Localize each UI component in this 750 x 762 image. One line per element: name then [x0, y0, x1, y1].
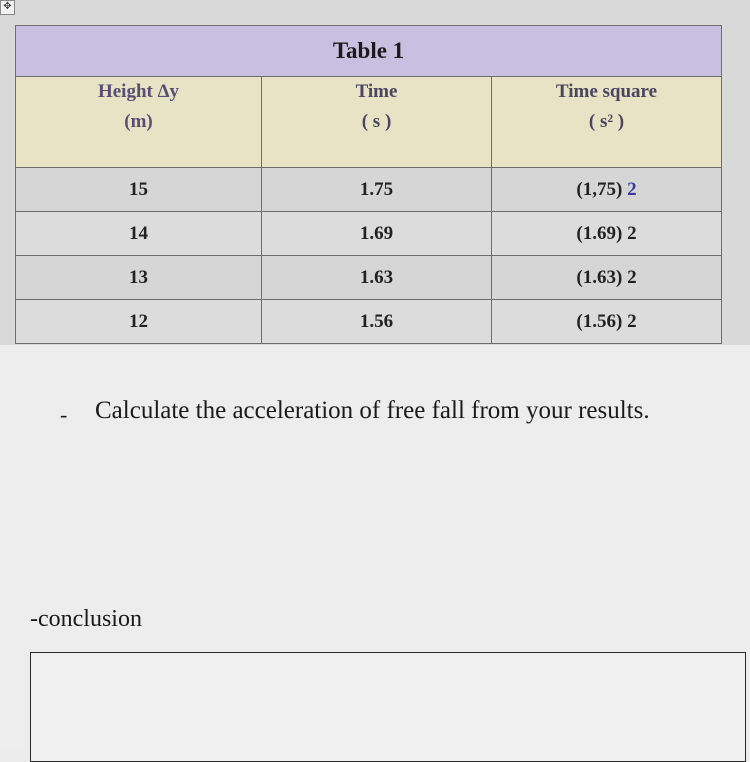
header-height-unit: (m) — [124, 111, 153, 132]
cell-time-square-value: (1.69) — [576, 222, 623, 244]
cell-time-square-exponent: 2 — [627, 222, 637, 244]
task-instruction: Calculate the acceleration of free fall from your results. — [95, 397, 650, 424]
header-height — [16, 77, 262, 168]
cell-time-square-exponent: 2 — [627, 266, 637, 288]
header-time-unit: ( s ) — [361, 111, 392, 132]
cell-time-square — [492, 300, 722, 344]
table-row — [16, 256, 722, 300]
cell-time-square-value: (1.56) — [576, 310, 623, 332]
table-row — [16, 168, 722, 212]
cell-time-square — [492, 168, 722, 212]
table-title: Table 1 — [16, 26, 722, 77]
header-time — [262, 77, 492, 168]
data-table — [15, 25, 722, 344]
move-icon[interactable]: ✥ — [0, 0, 15, 15]
header-time-square-unit: ( s² ) — [588, 111, 625, 132]
cell-time-square-exponent: 2 — [627, 178, 637, 200]
table-row — [16, 300, 722, 344]
header-height-label: Height Δy — [97, 81, 180, 102]
cell-time: 1.69 — [262, 212, 492, 256]
header-time-square-label: Time square — [555, 81, 658, 102]
cell-time: 1.63 — [262, 256, 492, 300]
header-time-square — [492, 77, 722, 168]
cell-time-square — [492, 212, 722, 256]
conclusion-label: -conclusion — [30, 606, 142, 632]
table-header-row — [16, 77, 722, 168]
cell-height: 12 — [16, 300, 262, 344]
cell-time-square — [492, 256, 722, 300]
cell-time: 1.56 — [262, 300, 492, 344]
cell-time-square-value: (1.63) — [576, 266, 623, 288]
table-photo-region — [0, 0, 750, 345]
cell-time-square-exponent: 2 — [627, 310, 637, 332]
cell-height: 13 — [16, 256, 262, 300]
cell-height: 14 — [16, 212, 262, 256]
header-time-label: Time — [355, 81, 398, 102]
cell-height: 15 — [16, 168, 262, 212]
task-bullet: - — [60, 402, 68, 427]
cell-time: 1.75 — [262, 168, 492, 212]
cell-time-square-value: (1,75) — [576, 178, 623, 200]
conclusion-answer-box[interactable] — [30, 652, 746, 762]
table-row — [16, 212, 722, 256]
